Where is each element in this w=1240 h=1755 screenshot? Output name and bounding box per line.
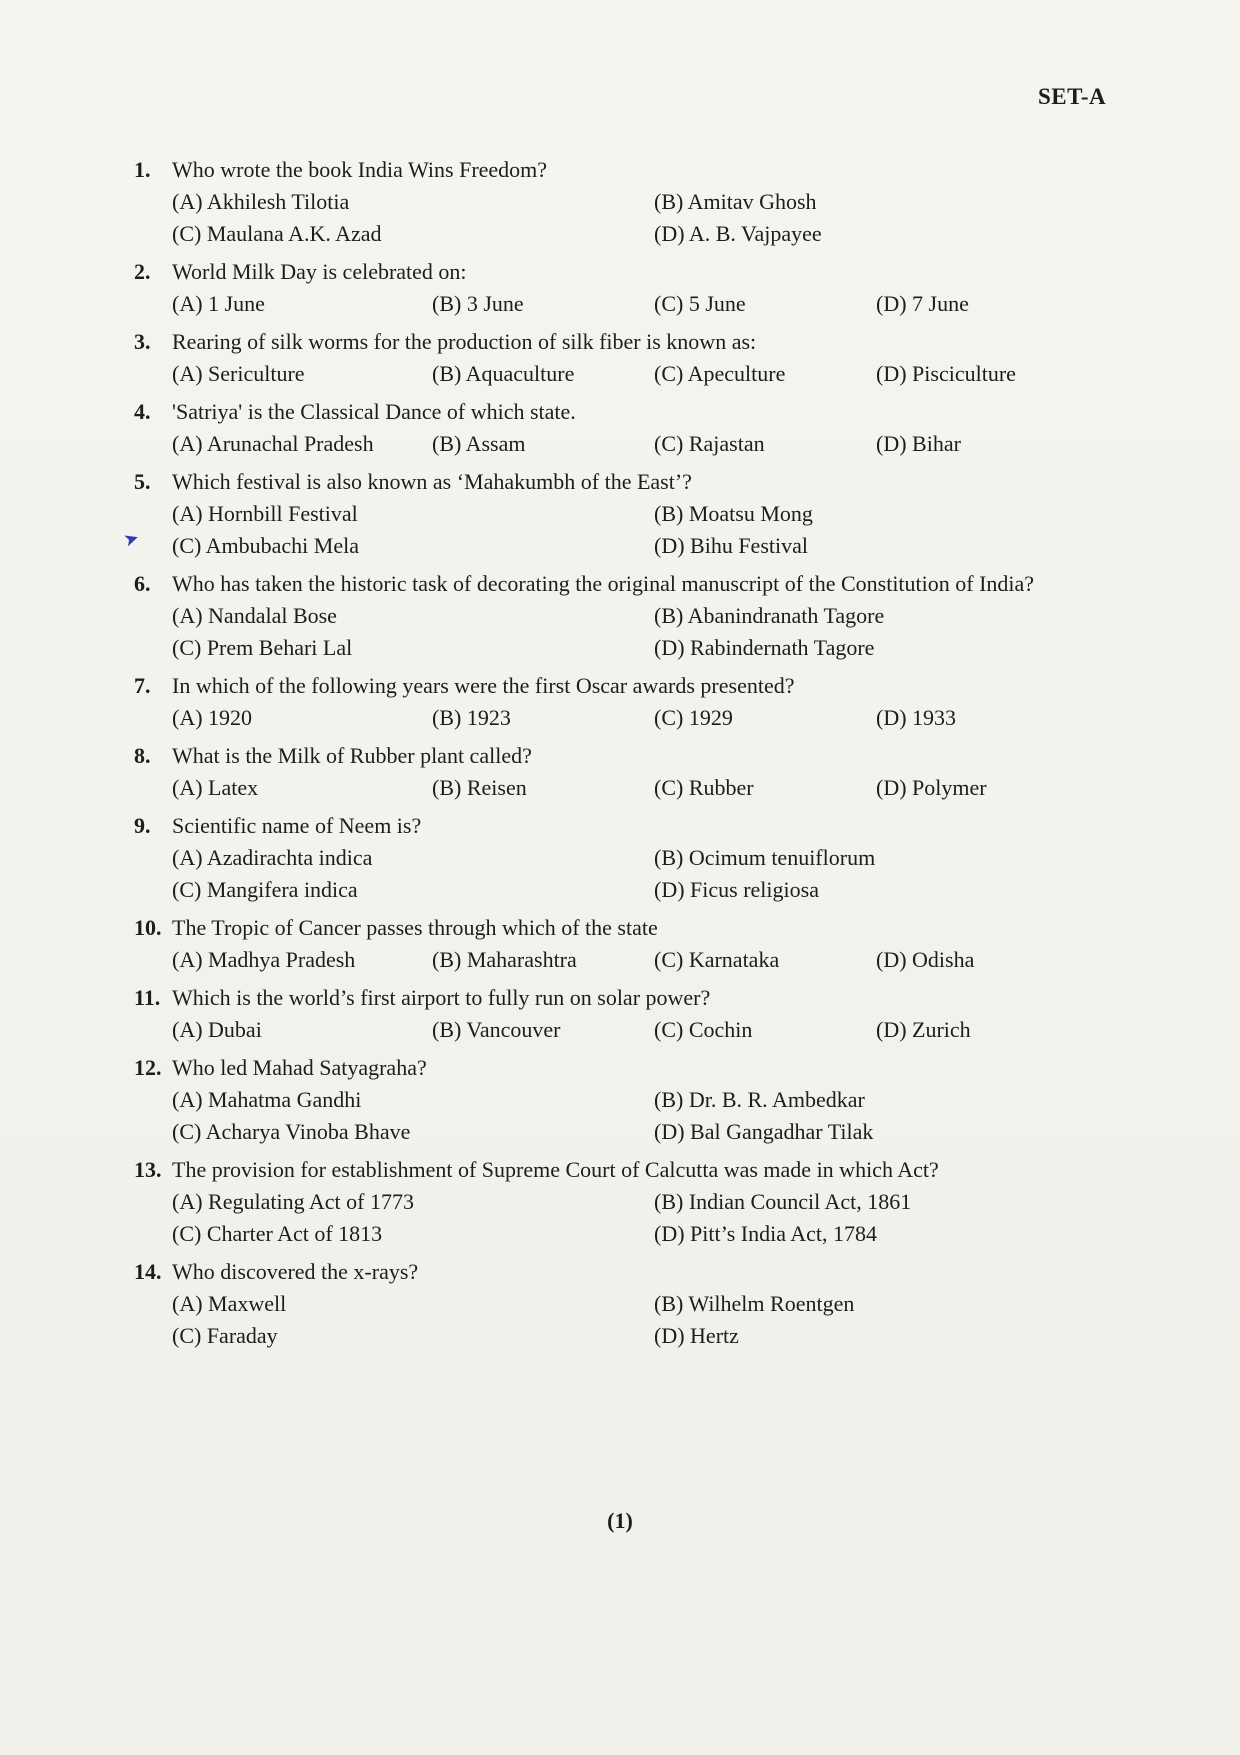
answer-option: (B) Reisen: [432, 775, 527, 800]
options-grid: [172, 702, 1114, 734]
answer-option: (A) Azadirachta indica: [172, 845, 373, 870]
answer-option: (D) Bal Gangadhar Tilak: [654, 1119, 874, 1144]
question-text: The provision for establishment of Supreme Court of Calcutta was made in which Act?: [172, 1157, 939, 1182]
answer-option: (D) 1933: [876, 705, 957, 730]
answer-option: (A) Nandalal Bose: [172, 603, 337, 628]
question-row: [134, 326, 1114, 358]
question-number: 4.: [134, 399, 151, 424]
options-grid: [172, 944, 1114, 976]
question-number: 12.: [134, 1055, 162, 1080]
question-number: 5.: [134, 469, 151, 494]
question-item: [134, 670, 1114, 734]
question-row: [134, 466, 1114, 498]
answer-option: (D) Bihu Festival: [654, 533, 808, 558]
question-text: Who discovered the x-rays?: [172, 1259, 419, 1284]
question-number: 11.: [134, 985, 161, 1010]
question-item: [134, 256, 1114, 320]
question-text: World Milk Day is celebrated on:: [172, 259, 467, 284]
answer-option: (D) Rabindernath Tagore: [654, 635, 875, 660]
question-number: 10.: [134, 915, 162, 940]
options-grid: [172, 1014, 1114, 1046]
answer-option: (C) Rajastan: [654, 431, 765, 456]
options-grid: [172, 358, 1114, 390]
answer-option: (B) 3 June: [432, 291, 524, 316]
answer-option: (B) Amitav Ghosh: [654, 189, 817, 214]
answer-option: (B) Abanindranath Tagore: [654, 603, 885, 628]
answer-option: (A) Mahatma Gandhi: [172, 1087, 362, 1112]
options-grid: [172, 1288, 1114, 1352]
question-row: [134, 1052, 1114, 1084]
answer-option: (C) Ambubachi Mela: [172, 533, 359, 558]
answer-option: (A) Maxwell: [172, 1291, 287, 1316]
question-row: [134, 1256, 1114, 1288]
question-item: [134, 810, 1114, 906]
question-item: [134, 466, 1114, 562]
question-number: 14.: [134, 1259, 162, 1284]
options-grid: [172, 772, 1114, 804]
answer-option: (D) Pitt’s India Act, 1784: [654, 1221, 878, 1246]
answer-option: (C) Maulana A.K. Azad: [172, 221, 382, 246]
answer-option: (A) Regulating Act of 1773: [172, 1189, 414, 1214]
question-row: [134, 256, 1114, 288]
answer-option: (A) Akhilesh Tilotia: [172, 189, 350, 214]
options-grid: [172, 186, 1114, 250]
question-text: The Tropic of Cancer passes through which of the state: [172, 915, 658, 940]
question-number: 6.: [134, 571, 151, 596]
question-item: [134, 1256, 1114, 1352]
answer-option: (C) Karnataka: [654, 947, 780, 972]
question-item: [134, 982, 1114, 1046]
answer-option: (D) Pisciculture: [876, 361, 1016, 386]
answer-option: (A) Dubai: [172, 1017, 262, 1042]
answer-option: (B) Maharashtra: [432, 947, 577, 972]
question-text: What is the Milk of Rubber plant called?: [172, 743, 532, 768]
options-grid: [172, 428, 1114, 460]
question-number: 13.: [134, 1157, 162, 1182]
set-label: SET-A: [1038, 84, 1107, 109]
answer-option: (B) Ocimum tenuiflorum: [654, 845, 876, 870]
question-text: Which is the world’s first airport to fully run on solar power?: [172, 985, 711, 1010]
answer-option: (D) Bihar: [876, 431, 961, 456]
answer-option: (C) Charter Act of 1813: [172, 1221, 383, 1246]
answer-option: (B) 1923: [432, 705, 511, 730]
options-grid: [172, 498, 1114, 562]
answer-option: (B) Dr. B. R. Ambedkar: [654, 1087, 865, 1112]
options-grid: [172, 288, 1114, 320]
question-text: In which of the following years were the first Oscar awards presented?: [172, 673, 795, 698]
options-grid: [172, 1084, 1114, 1148]
answer-option: (D) A. B. Vajpayee: [654, 221, 822, 246]
question-row: [134, 912, 1114, 944]
question-item: [134, 1154, 1114, 1250]
question-text: Who has taken the historic task of decorating the original manuscript of the Constitution of India?: [172, 571, 1035, 596]
question-item: [134, 1052, 1114, 1148]
question-number: 2.: [134, 259, 151, 284]
question-text: Which festival is also known as ‘Mahakumbh of the East’?: [172, 469, 692, 494]
question-number: 7.: [134, 673, 151, 698]
question-number: 1.: [134, 157, 151, 182]
answer-option: (C) Acharya Vinoba Bhave: [172, 1119, 411, 1144]
answer-option: (C) Faraday: [172, 1323, 278, 1348]
answer-option: (B) Indian Council Act, 1861: [654, 1189, 912, 1214]
answer-option: (C) Prem Behari Lal: [172, 635, 353, 660]
answer-option: (A) Latex: [172, 775, 259, 800]
question-text: 'Satriya' is the Classical Dance of which state.: [172, 399, 576, 424]
answer-option: (C) Cochin: [654, 1017, 753, 1042]
answer-option: (D) Zurich: [876, 1017, 971, 1042]
question-row: [134, 154, 1114, 186]
answer-option: (B) Assam: [432, 431, 526, 456]
page-number: (1): [607, 1508, 633, 1533]
answer-option: (D) 7 June: [876, 291, 969, 316]
question-row: [134, 810, 1114, 842]
question-row: [134, 568, 1114, 600]
answer-option: (B) Aquaculture: [432, 361, 575, 386]
question-text: Who led Mahad Satyagraha?: [172, 1055, 427, 1080]
answer-option: (B) Moatsu Mong: [654, 501, 813, 526]
question-number: 9.: [134, 813, 151, 838]
answer-option: (C) Rubber: [654, 775, 754, 800]
pen-mark-icon: ➤: [120, 526, 142, 551]
question-row: [134, 982, 1114, 1014]
question-number: 3.: [134, 329, 151, 354]
question-item: [134, 396, 1114, 460]
question-row: [134, 670, 1114, 702]
answer-option: (C) 5 June: [654, 291, 746, 316]
answer-option: (B) Vancouver: [432, 1017, 561, 1042]
answer-option: (A) 1920: [172, 705, 253, 730]
answer-option: (A) Madhya Pradesh: [172, 947, 356, 972]
question-item: [134, 568, 1114, 664]
answer-option: (A) Sericulture: [172, 361, 305, 386]
answer-option: (C) Apeculture: [654, 361, 786, 386]
question-text: Rearing of silk worms for the production of silk fiber is known as:: [172, 329, 757, 354]
answer-option: (A) Hornbill Festival: [172, 501, 358, 526]
question-text: Scientific name of Neem is?: [172, 813, 422, 838]
answer-option: (A) 1 June: [172, 291, 265, 316]
answer-option: (D) Odisha: [876, 947, 975, 972]
answer-option: (D) Polymer: [876, 775, 987, 800]
question-text: Who wrote the book India Wins Freedom?: [172, 157, 548, 182]
options-grid: [172, 600, 1114, 664]
question-row: [134, 396, 1114, 428]
question-item: [134, 154, 1114, 250]
answer-option: (C) Mangifera indica: [172, 877, 358, 902]
question-item: [134, 740, 1114, 804]
question-list: [134, 154, 1114, 1358]
question-row: [134, 1154, 1114, 1186]
answer-option: (D) Ficus religiosa: [654, 877, 819, 902]
question-row: [134, 740, 1114, 772]
question-item: [134, 326, 1114, 390]
options-grid: [172, 842, 1114, 906]
options-grid: [172, 1186, 1114, 1250]
question-number: 8.: [134, 743, 151, 768]
answer-option: (D) Hertz: [654, 1323, 739, 1348]
answer-option: (B) Wilhelm Roentgen: [654, 1291, 855, 1316]
answer-option: (A) Arunachal Pradesh: [172, 431, 374, 456]
answer-option: (C) 1929: [654, 705, 733, 730]
question-item: [134, 912, 1114, 976]
